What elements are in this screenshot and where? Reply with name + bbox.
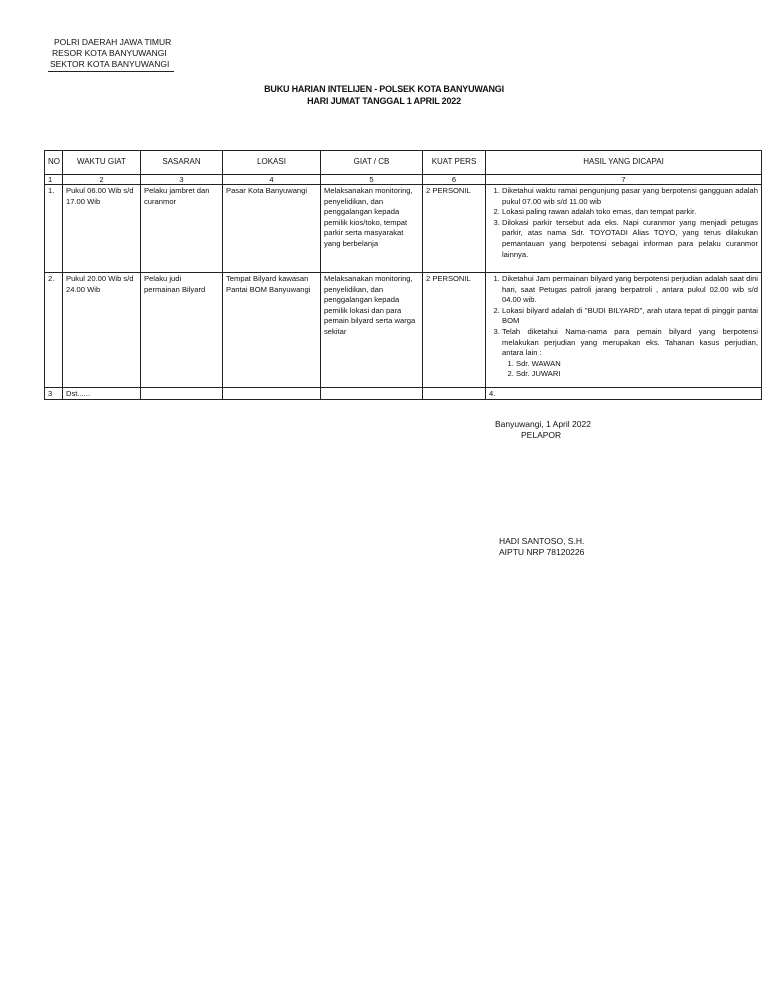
row-giat xyxy=(321,388,423,400)
name-list-item: 1. Sdr. WAWAN xyxy=(516,359,758,370)
row-hasil xyxy=(486,185,762,273)
table-row xyxy=(45,273,762,388)
row-sasaran: Pelaku jambret dan curanmor xyxy=(141,185,223,273)
document-subtitle: HARI JUMAT TANGGAL 1 APRIL 2022 xyxy=(307,96,461,106)
row-kuat: 2 PERSONIL xyxy=(423,185,486,273)
row-no: 1. xyxy=(45,185,63,273)
name-list xyxy=(502,359,758,380)
row-no: 3 xyxy=(45,388,63,400)
signature-role: PELAPOR xyxy=(521,430,562,440)
hasil-item xyxy=(502,327,758,380)
header-underline xyxy=(48,71,174,72)
hasil-item: 1. Diketahui Jam permainan bilyard yang berpotensi perjudian adalah saat dini hari, saat Petugas patroli jarang berpatroli , antara pukul 02.00 wib s/d 04.00 wib. xyxy=(502,274,758,306)
hasil-item: 2. Lokasi paling rawan adalah toko emas, dan tempat parkir. xyxy=(502,207,758,218)
col-header-waktu: WAKTU GIAT xyxy=(63,151,141,175)
col-header-no: NO xyxy=(45,151,63,175)
hasil-item-text: Telah diketahui Nama-nama para pemain bilyard yang berpotensi melakukan perjudian yang merupakan eks. Tahanan kasus perjudian, antara lain : xyxy=(502,326,758,358)
report-table xyxy=(44,150,762,400)
header-line-3: SEKTOR KOTA BANYUWANGI xyxy=(50,59,170,69)
signature-name: HADI SANTOSO, S.H. xyxy=(499,536,585,546)
name-list-item: 2. Sdr. JUWARI xyxy=(516,369,758,380)
row-no: 2. xyxy=(45,273,63,388)
row-sasaran: Pelaku judi permainan Bilyard xyxy=(141,273,223,388)
hasil-item: 1. Diketahui waktu ramai pengunjung pasar yang berpotensi gangguan adalah pukul 07.00 wib s/d 11.00 wib xyxy=(502,186,758,207)
row-waktu: Dst...... xyxy=(63,388,141,400)
row-waktu: Pukul 06.00 Wib s/d 17.00 Wib xyxy=(63,185,141,273)
col-number: 2 xyxy=(63,175,141,185)
signature-rank: AIPTU NRP 78120226 xyxy=(499,547,585,557)
table-header-row xyxy=(45,151,762,175)
col-number: 7 xyxy=(486,175,762,185)
table-row xyxy=(45,185,762,273)
row-giat: Melaksanakan monitoring, penyelidikan, dan penggalangan kepada pemilik lokasi dan para pemain bilyard serta warga sekitar xyxy=(321,273,423,388)
header-line-2: RESOR KOTA BANYUWANGI xyxy=(52,48,167,58)
row-kuat xyxy=(423,388,486,400)
col-header-hasil: HASIL YANG DICAPAI xyxy=(486,151,762,175)
hasil-item: 2. Lokasi bilyard adalah di "BUDI BILYARD", arah utara tepat di pinggir pantai BOM xyxy=(502,306,758,327)
col-number: 5 xyxy=(321,175,423,185)
hasil-item: 3. Dilokasi parkir tersebut ada eks. Napi curanmor yang menjadi petugas parkir, atas nama Sdr. TOYOTADI Alias TOYO, yang terus dilakukan pemantauan yang berpotensi sebagai informan para pelaku curanmor lainnya. xyxy=(502,218,758,260)
row-lokasi: Tempat Bilyard kawasan Pantai BOM Banyuwangi xyxy=(223,273,321,388)
col-number: 3 xyxy=(141,175,223,185)
signature-place-date: Banyuwangi, 1 April 2022 xyxy=(495,419,591,429)
col-number: 6 xyxy=(423,175,486,185)
row-waktu: Pukul 20.00 Wib s/d 24.00 Wib xyxy=(63,273,141,388)
row-lokasi xyxy=(223,388,321,400)
col-header-lokasi: LOKASI xyxy=(223,151,321,175)
col-number: 4 xyxy=(223,175,321,185)
document-title: BUKU HARIAN INTELIJEN - POLSEK KOTA BANYUWANGI xyxy=(264,84,504,94)
col-header-giat: GIAT / CB xyxy=(321,151,423,175)
col-header-sasaran: SASARAN xyxy=(141,151,223,175)
table-row xyxy=(45,388,762,400)
row-hasil xyxy=(486,273,762,388)
header-line-1: POLRI DAERAH JAWA TIMUR xyxy=(54,37,172,47)
row-lokasi: Pasar Kota Banyuwangi xyxy=(223,185,321,273)
column-number-row xyxy=(45,175,762,185)
row-hasil: 4. xyxy=(486,388,762,400)
row-giat: Melaksanakan monitoring, penyelidikan, dan penggalangan kepada pemilik kios/toko, tempat parkir serta masyarakat yang berbelanja xyxy=(321,185,423,273)
col-number: 1 xyxy=(45,175,63,185)
col-header-kuat: KUAT PERS xyxy=(423,151,486,175)
row-kuat: 2 PERSONIL xyxy=(423,273,486,388)
row-sasaran xyxy=(141,388,223,400)
